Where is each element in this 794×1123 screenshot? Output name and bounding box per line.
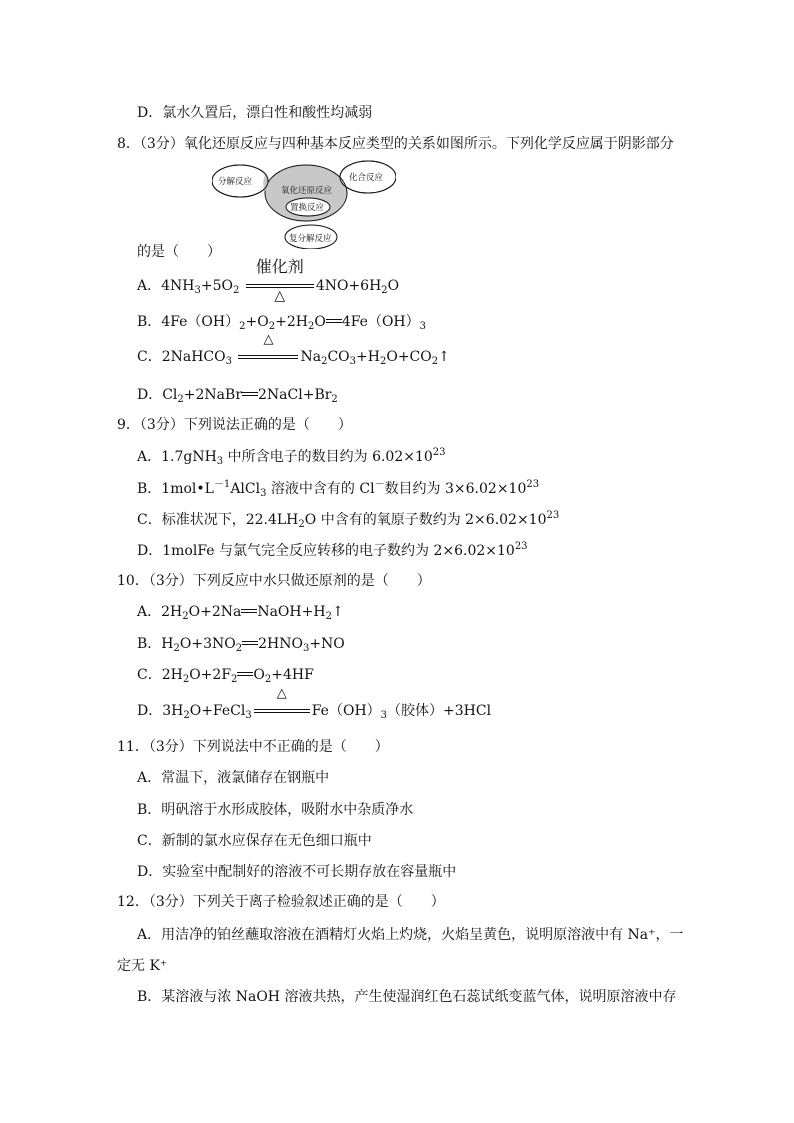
q10-option-b: B．$H_2O+3NO_2$ $2HNO_3+NO$ xyxy=(137,636,345,654)
q11-option-a: A．常温下，液氯储存在钢瓶中 xyxy=(137,770,330,786)
q12-option-a-line2: 定无 K⁺ xyxy=(117,958,168,974)
label-double-decomposition: 复分解反应 xyxy=(289,234,332,244)
q7-option-d: D．氯水久置后，漂白性和酸性均减弱 xyxy=(137,105,373,121)
label-combination: 化合反应 xyxy=(349,173,384,183)
q11-option-d: D．实验室中配制好的溶液不可长期存放在容量瓶中 xyxy=(137,864,457,880)
q12-stem: 12．（3分）下列关于离子检验叙述正确的是（ ） xyxy=(117,894,445,910)
catalyst-heat-condition: 催化剂 △ xyxy=(246,276,314,296)
heat-condition: △ xyxy=(238,347,298,367)
q8-option-d: D．$Cl_2+2NaBr$ $2NaCl+Br_2$ xyxy=(137,387,338,405)
label-displacement: 置换反应 xyxy=(290,203,325,213)
q9-stem: 9．（3分）下列说法正确的是（ ） xyxy=(117,417,352,433)
q8-stem: 8．（3分）氧化还原反应与四种基本反应类型的关系如图所示。下列化学反应属于阴影部分 xyxy=(117,136,674,152)
q10-option-d: D．$3H_2O+FeCl_3$ △ $Fe(OH)_3$（胶体）+3HCl xyxy=(137,686,492,721)
q12-option-a-line1: A．用洁净的铂丝蘸取溶液在酒精灯火焰上灼烧，火焰呈黄色，说明原溶液中有 Na⁺，一 xyxy=(137,927,684,943)
label-decomposition: 分解反应 xyxy=(218,177,253,187)
q10-option-c: C．$2H_2O+2F_2$ $O_2+4HF$ xyxy=(137,667,314,685)
heat-condition: △ xyxy=(254,701,310,721)
q12-option-b: B．某溶液与浓 NaOH 溶液共热，产生使湿润红色石蕊试纸变蓝气体，说明原溶液中存 xyxy=(137,989,677,1005)
q10-stem: 10．（3分）下列反应中水只做还原剂的是（ ） xyxy=(117,573,431,589)
q11-option-b: B．明矾溶于水形成胶体，吸附水中杂质净水 xyxy=(137,802,414,818)
q9-option-d: D．1molFe 与氯气完全反应转移的电子数约为 $2\times 6.02\times 10^{23}$ xyxy=(137,541,528,559)
redox-reaction-venn-diagram xyxy=(212,157,396,249)
q9-option-c: C．标准状况下，$22.4LH_2O$ 中含有的氧原子数约为 $2\times 6.02\times 10^{23}$ xyxy=(137,510,560,530)
q9-option-b: B．$1mol•L^{-1}AlCl_3$ 溶液中含有的 Cl－数目约为 $3\times 6.02\times 10^{23}$ xyxy=(137,479,540,499)
q8-option-b: B．$4Fe(OH)_2+O_2+2H_2O$ $4Fe(OH)_3$ xyxy=(137,314,427,332)
label-redox: 氧化还原反应 xyxy=(281,186,333,196)
q10-option-a: A．$2H_2O+2Na$ $NaOH+H_2↑$ xyxy=(137,604,344,622)
q11-stem: 11．（3分）下列说法中不正确的是（ ） xyxy=(117,739,389,755)
q8-option-a: A．$4NH_3+5O_2$ 催化剂 △ $4NO+6H_2O$ xyxy=(137,257,400,304)
q11-option-c: C．新制的氯水应保存在无色细口瓶中 xyxy=(137,833,372,849)
q9-option-a: A．1.7gNH$_3$ 中所含电子的数目约为 $6.02\times 10^{23}$ xyxy=(137,447,446,467)
q8-option-c: C．2NaHCO$_3$ △ $Na_2CO_3+H_2O+CO_2↑$ xyxy=(137,332,450,367)
q8-stem-end: 的是（ ） xyxy=(137,244,221,260)
